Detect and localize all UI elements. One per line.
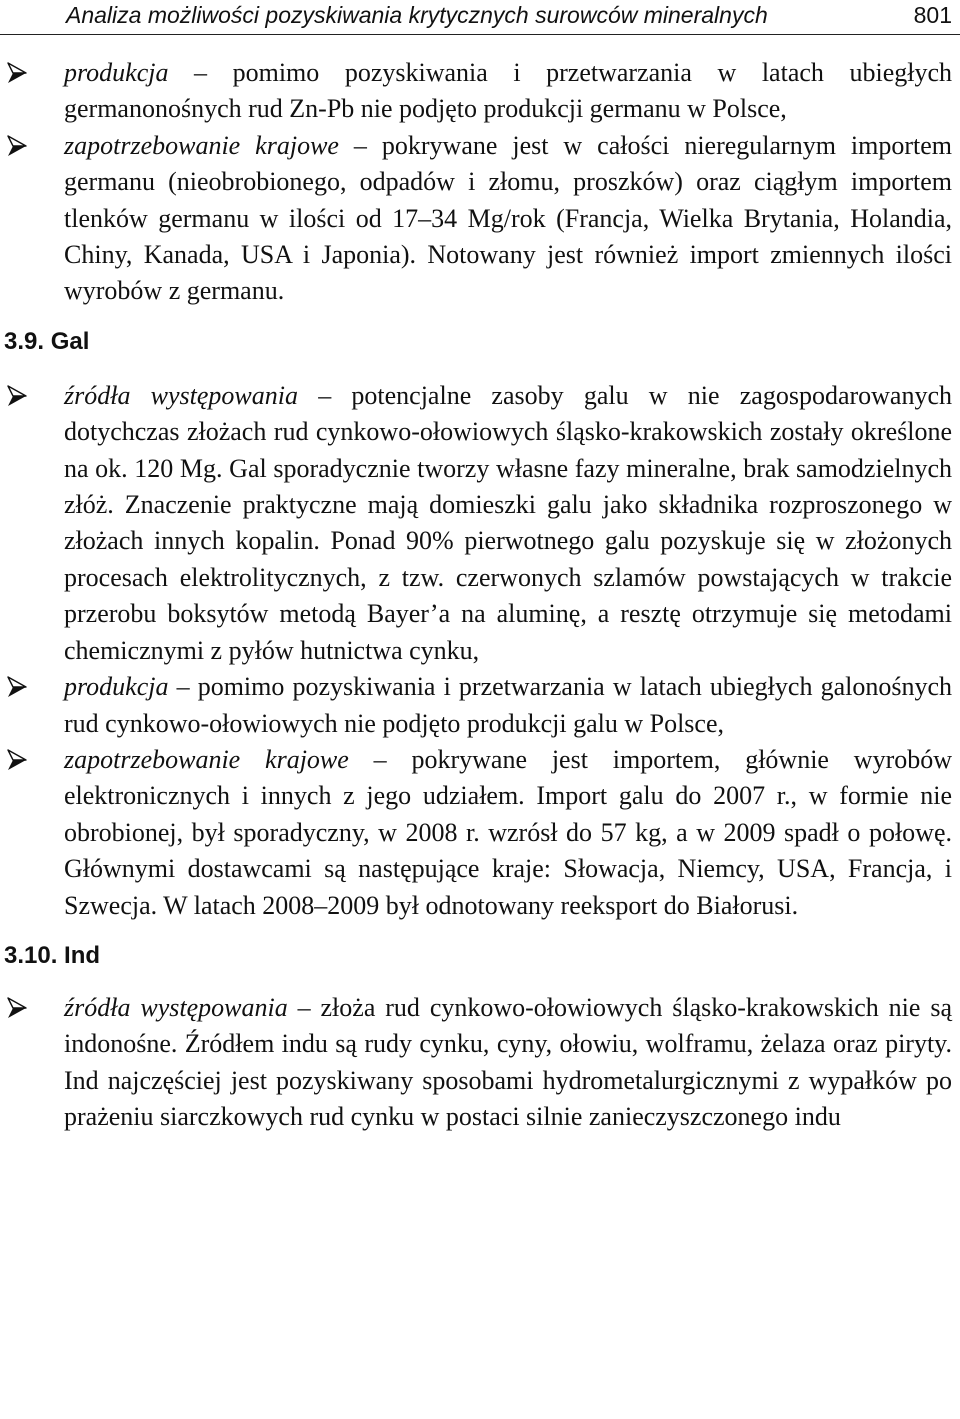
bullet-text: – pokrywane jest w całości nieregularnym importem germanu (nieobrobionego, odpadów i złomu, proszków) oraz ciągłym importem tlenków germanu w ilości od 17–34 Mg/rok (Francja, Wielka Brytania, Holandia, Chiny, Kanada, USA i Japonia). Notowany jest również import zmiennych ilości wyrobów z germanu. — [64, 130, 952, 306]
section-heading-ind: 3.10. Ind — [4, 941, 101, 969]
bullet-text: – potencjalne zasoby galu w nie zagospodarowanych dotychczas złożach rud cynkowo-ołowiowych śląsko-krakowskich zostały określone na ok. 120 Mg. Gal sporadycznie tworzy własne fazy mineralne, brak samodzielnych złóż. Znaczenie praktyczne mają domieszki galu jako składnika rozproszonego w złożach innych kopalin. Ponad 90% pierwotnego galu pozyskuje się w złożonych procesach elektrolitycznych, z tzw. czerwonych szlamów powstających w trakcie przerobu boksytów metodą Bayer’a na aluminę, a resztę otrzymuje się metodami chemicznymi z pyłów hutnictwa cynku, — [64, 380, 952, 665]
arrowhead-bullet-icon — [5, 669, 29, 705]
arrowhead-bullet-icon — [5, 378, 29, 414]
bullet-item — [0, 128, 960, 310]
section-heading-gal: 3.9. Gal — [4, 327, 90, 355]
arrowhead-bullet-icon — [5, 990, 29, 1026]
arrowhead-bullet-icon — [5, 128, 29, 164]
bullet-lead-term: źródła występowania — [64, 992, 288, 1022]
bullet-item — [0, 55, 960, 128]
bullet-text: – pokrywane jest importem, głównie wyrobów elektronicznych i innych z jego udziałem. Import galu do 2007 r., w formie nie obrobionej, był sporadyczny, w 2008 r. wzrósł do 57 kg, a w 2009 spadł o połowę. Głównymi dostawcami są następujące kraje: Słowacja, Niemcy, USA, Francja, i Szwecja. W latach 2008–2009 był odnotowany reeksport do Białorusi. — [64, 744, 952, 920]
bullet-lead-term: źródła występowania — [64, 380, 298, 410]
bullet-lead-term: zapotrzebowanie krajowe — [64, 130, 339, 160]
bullet-text: – pomimo pozyskiwania i przetwarzania w latach ubiegłych galonośnych rud cynkowo-ołowiowych nie podjęto produkcji galu w Polsce, — [64, 672, 952, 738]
bullet-lead-term: zapotrzebowanie krajowe — [64, 744, 349, 774]
arrowhead-bullet-icon — [5, 55, 29, 91]
page-content — [0, 55, 960, 1136]
page-header — [0, 0, 960, 35]
bullet-lead-term: produkcja — [64, 672, 169, 702]
bullet-text: – złoża rud cynkowo-ołowiowych śląsko-krakowskich nie są indonośne. Źródłem indu są rudy cynku, cyny, ołowiu, wolframu, żelaza oraz piryty. Ind najczęściej jest pozyskiwany sposobami hydrometalurgicznymi z wypałków po prażeniu siarczkowych rud cynku w postaci silnie zanieczyszczonego indu — [64, 992, 952, 1132]
bullet-item — [0, 990, 960, 1136]
bullet-text: – pomimo pozyskiwania i przetwarzania w latach ubiegłych germanonośnych rud Zn-Pb nie podjęto produkcji germanu w Polsce, — [64, 58, 952, 124]
bullet-lead-term: produkcja — [64, 58, 169, 87]
page-number: 801 — [913, 2, 952, 28]
bullet-item — [0, 378, 960, 669]
arrowhead-bullet-icon — [5, 742, 29, 778]
bullet-item — [0, 669, 960, 742]
bullet-item — [0, 742, 960, 924]
running-title: Analiza możliwości pozyskiwania krytycznych surowców mineralnych — [66, 2, 768, 28]
